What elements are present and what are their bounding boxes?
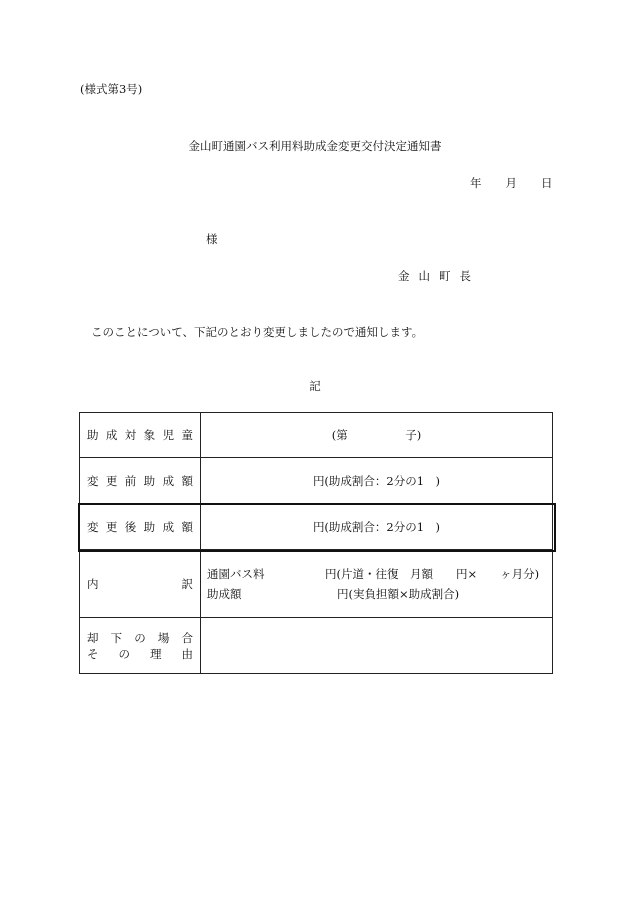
spread-label: [87, 646, 193, 662]
breakdown-line: [207, 584, 552, 604]
table-row: [80, 550, 553, 618]
label-char: 額: [181, 473, 193, 488]
breakdown-label-part: 内: [87, 576, 99, 591]
label-char: 成: [162, 519, 175, 534]
label-char: 対: [124, 428, 137, 442]
breakdown-label-part: 訳: [181, 576, 193, 591]
row-value-before-amount: 円(助成割合：2分の1 ): [201, 458, 553, 504]
label-char: 助: [87, 428, 99, 442]
label-char: 助: [143, 473, 156, 488]
label-char: 更: [105, 473, 118, 488]
breakdown-line: [207, 564, 552, 584]
breakdown-key: 通園バス料: [207, 566, 265, 581]
label-char: 成: [105, 428, 118, 442]
addressee-suffix: 様: [206, 232, 218, 246]
breakdown-value: 円(実負担額×助成割合): [337, 586, 460, 601]
row-value-after-amount: 円(助成割合：2分の1 ): [201, 504, 553, 550]
info-table: [79, 412, 553, 674]
label-char: そ: [87, 646, 99, 661]
row-value-rejection: [201, 618, 553, 674]
breakdown-value: 円(片道・往復 月額 円× ヶ月分): [325, 566, 540, 581]
label-char: 後: [124, 519, 137, 534]
spread-label: [87, 519, 193, 535]
issuer-name: 金山町長: [398, 269, 480, 283]
row-label-breakdown: [80, 550, 201, 618]
date-line: [470, 175, 553, 191]
date-year-label: 年: [470, 176, 482, 190]
spread-label: [87, 630, 193, 646]
label-char: 助: [143, 519, 156, 534]
label-char: 理: [150, 646, 162, 661]
label-char: 却: [87, 630, 99, 645]
body-text: このことについて、下記のとおり変更しましたので通知します。: [91, 325, 424, 339]
row-label-rejection: [80, 618, 201, 674]
label-char: 前: [124, 473, 137, 488]
label-char: 変: [87, 519, 99, 534]
date-day-label: 日: [541, 176, 553, 190]
ki-heading: 記: [309, 379, 321, 393]
label-char: 変: [87, 473, 99, 488]
row-label-before-amount: [80, 458, 201, 504]
label-char: 成: [162, 473, 175, 488]
label-char: 合: [181, 630, 193, 645]
date-month-label: 月: [505, 176, 517, 190]
label-char: の: [134, 630, 146, 645]
table-row: [80, 413, 553, 458]
row-label-target-child: [80, 413, 201, 458]
table-row: [80, 458, 553, 504]
label-char: 更: [105, 519, 118, 534]
label-char: 由: [181, 646, 193, 661]
label-char: 象: [143, 428, 156, 442]
row-label-after-amount: [80, 504, 201, 550]
document-title: 金山町通園バス利用料助成金変更交付決定通知書: [188, 139, 442, 153]
label-char: の: [118, 646, 130, 661]
label-char: 童: [181, 428, 193, 442]
row-value-breakdown: [201, 550, 553, 618]
label-char: 場: [157, 630, 170, 645]
label-char: 額: [181, 519, 193, 534]
spread-label: [87, 576, 193, 592]
spread-label: [87, 427, 193, 443]
table-row: [80, 504, 553, 550]
row-value-target-child: (第 子): [201, 413, 553, 458]
form-number: (様式第3号): [80, 82, 143, 96]
breakdown-key: 助成額: [207, 586, 242, 601]
table-row: [80, 618, 553, 674]
spread-label: [87, 473, 193, 489]
label-char: 下: [110, 630, 123, 645]
label-char: 児: [162, 428, 175, 442]
